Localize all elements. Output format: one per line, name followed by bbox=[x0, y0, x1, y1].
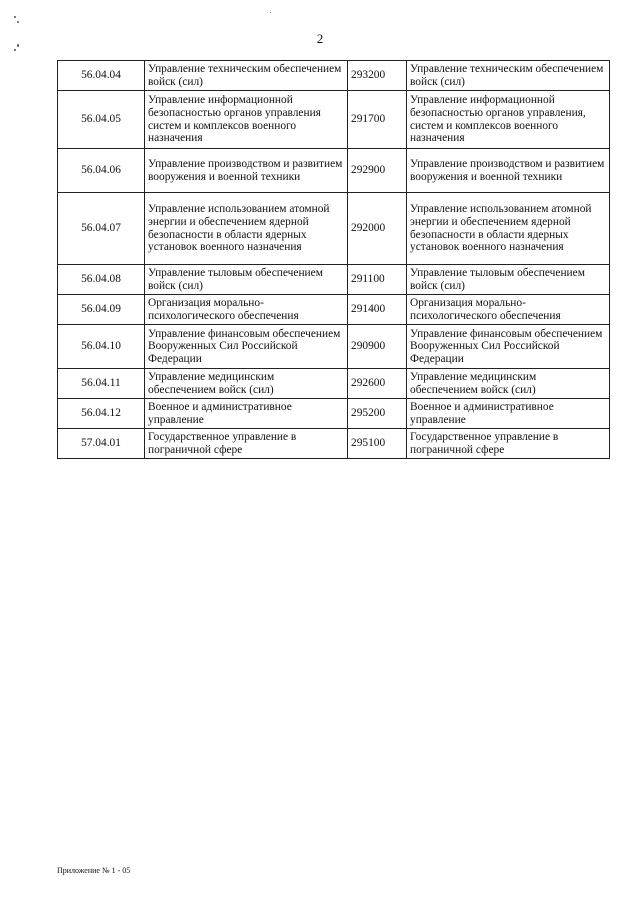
specialty-code-cell: 56.04.12 bbox=[58, 399, 145, 429]
specialty-number-cell: 290900 bbox=[348, 325, 407, 369]
specialty-code-cell: 57.04.01 bbox=[58, 429, 145, 459]
specialty-code-cell: 56.04.09 bbox=[58, 295, 145, 325]
specialty-number-cell: 292900 bbox=[348, 149, 407, 193]
table-row bbox=[58, 399, 610, 429]
specialty-code-cell: 56.04.04 bbox=[58, 61, 145, 91]
qualification-name-cell: Управление медицинским обеспечением войск (сил) bbox=[407, 369, 610, 399]
table-row bbox=[58, 295, 610, 325]
scan-speck bbox=[270, 12, 271, 13]
scan-speck bbox=[14, 16, 16, 18]
specialty-name-cell: Государственное управление в пограничной сфере bbox=[145, 429, 348, 459]
qualification-name-cell: Государственное управление в пограничной сфере bbox=[407, 429, 610, 459]
specialty-name-cell: Управление информационной безопасностью органов управления систем и комплексов военного назначения bbox=[145, 91, 348, 149]
specialty-number-cell: 293200 bbox=[348, 61, 407, 91]
specialty-code-cell: 56.04.05 bbox=[58, 91, 145, 149]
specialty-code-cell: 56.04.10 bbox=[58, 325, 145, 369]
qualification-name-cell: Управление использованием атомной энергии и обеспечением ядерной безопасности в области ядерных установок военного назначения bbox=[407, 193, 610, 265]
table-row bbox=[58, 265, 610, 295]
specialty-number-cell: 291400 bbox=[348, 295, 407, 325]
specialty-code-cell: 56.04.06 bbox=[58, 149, 145, 193]
qualification-name-cell: Управление техническим обеспечением войск (сил) bbox=[407, 61, 610, 91]
qualification-name-cell: Организация морально-психологического обеспечения bbox=[407, 295, 610, 325]
specialty-code-cell: 56.04.07 bbox=[58, 193, 145, 265]
table-row bbox=[58, 193, 610, 265]
footer-annex-label: Приложение № 1 - 05 bbox=[57, 866, 131, 875]
qualification-name-cell: Управление тыловым обеспечением войск (сил) bbox=[407, 265, 610, 295]
qualification-name-cell: Управление информационной безопасностью органов управления, систем и комплексов военного назначения bbox=[407, 91, 610, 149]
specialty-name-cell: Управление тыловым обеспечением войск (сил) bbox=[145, 265, 348, 295]
specialty-number-cell: 291700 bbox=[348, 91, 407, 149]
specialty-name-cell: Управление использованием атомной энергии и обеспечением ядерной безопасности в области ядерных установок военного назначения bbox=[145, 193, 348, 265]
specialty-number-cell: 295100 bbox=[348, 429, 407, 459]
scan-speck bbox=[14, 49, 16, 51]
qualification-name-cell: Управление финансовым обеспечением Вооруженных Сил Российской Федерации bbox=[407, 325, 610, 369]
specialty-name-cell: Управление производством и развитием вооружения и военной техники bbox=[145, 149, 348, 193]
table-row bbox=[58, 325, 610, 369]
table-row bbox=[58, 149, 610, 193]
specialty-code-cell: 56.04.11 bbox=[58, 369, 145, 399]
specialty-name-cell: Военное и административное управление bbox=[145, 399, 348, 429]
specialty-code-cell: 56.04.08 bbox=[58, 265, 145, 295]
specialty-name-cell: Управление медицинским обеспечением войск (сил) bbox=[145, 369, 348, 399]
specialty-name-cell: Организация морально-психологического обеспечения bbox=[145, 295, 348, 325]
table-row bbox=[58, 429, 610, 459]
table-row bbox=[58, 91, 610, 149]
scan-speck bbox=[17, 21, 19, 23]
specialties-table bbox=[57, 60, 610, 459]
specialty-number-cell: 291100 bbox=[348, 265, 407, 295]
specialty-name-cell: Управление финансовым обеспечением Вооруженных Сил Российской Федерации bbox=[145, 325, 348, 369]
specialty-number-cell: 292600 bbox=[348, 369, 407, 399]
specialty-number-cell: 292000 bbox=[348, 193, 407, 265]
table-row bbox=[58, 369, 610, 399]
page-number: 2 bbox=[316, 31, 324, 46]
specialty-name-cell: Управление техническим обеспечением войск (сил) bbox=[145, 61, 348, 91]
qualification-name-cell: Управление производством и развитием вооружения и военной техники bbox=[407, 149, 610, 193]
specialty-number-cell: 295200 bbox=[348, 399, 407, 429]
qualification-name-cell: Военное и административное управление bbox=[407, 399, 610, 429]
table-body bbox=[58, 61, 610, 459]
table-row bbox=[58, 61, 610, 91]
